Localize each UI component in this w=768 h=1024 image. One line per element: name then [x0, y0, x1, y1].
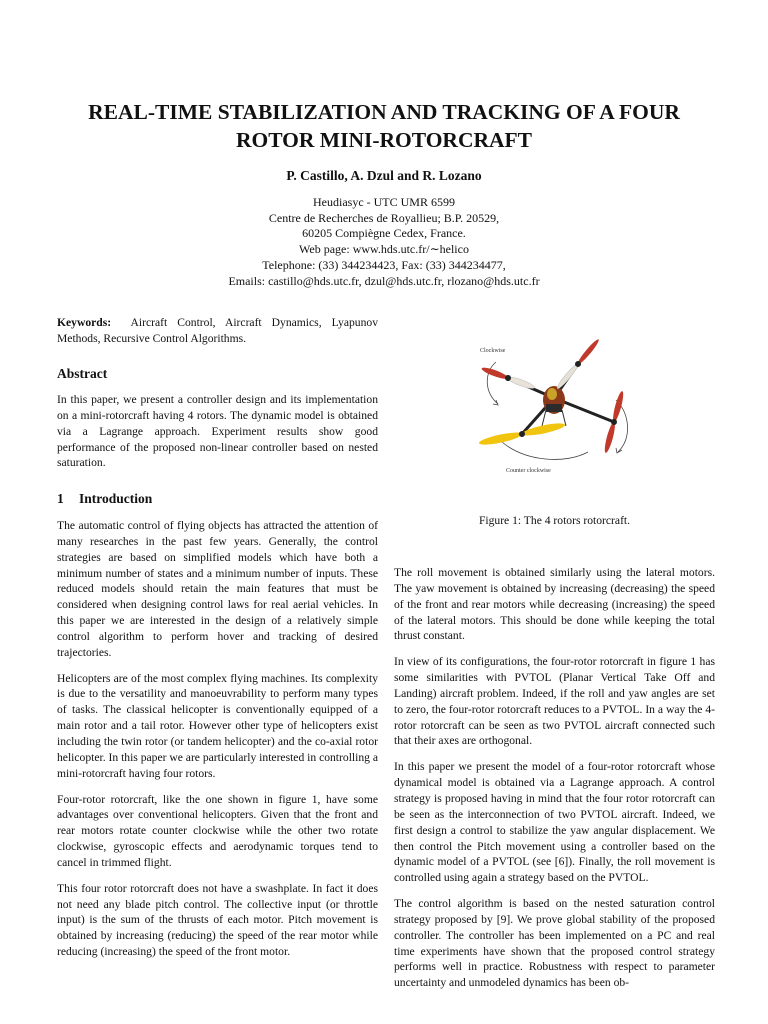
section-number: 1: [57, 491, 64, 506]
paper-title: [40, 98, 728, 154]
paragraph: Four-rotor rotorcraft, like the one shown in figure 1, have some advantages over conventional helicopters. Given that the front and rear motors rotate counter clockwise while the other two rotate clockwise, gyroscopic effects and aerodynamic torques tend to cancel in trimmed flight.: [57, 792, 378, 869]
rotor-left: [478, 421, 566, 447]
abstract-heading: Abstract: [57, 366, 108, 381]
rotation-arrow-left: [487, 362, 498, 404]
paragraph: Helicopters are of the most complex flying machines. Its complexity is due to the versatility and manoeuvrability to perform many types of tasks. The classical helicopter is conventionally equipped of a main rotor and a tail rotor. However other type of helicopters exist including the twin rotor (or tandem helicopter) and the co-axial rotor helicopter. In this paper we are particularly interested in controlling a mini-rotorcraft having four rotors.: [57, 671, 378, 780]
author-list: P. Castillo, A. Dzul and R. Lozano: [286, 168, 482, 183]
paragraph: The control algorithm is based on the nested saturation control strategy proposed by [9]. We prove global stability of the proposed controller. The controller has been implemented on a PC and real time experiments have shown that the proposed control strategy performs well in practice. Robustness with respect to parameter uncertainty and unmodeled dynamics has been ob-: [394, 897, 715, 990]
paragraph: This four rotor rotorcraft does not have a swashplate. In fact it does not need any blade pitch control. The collective input (or throttle input) is the sum of the thrusts of each motor. Pitch movement is obtained by increasing (reducing) the speed of the rear motor while reducing (increasing) the speed of the front motor.: [57, 881, 378, 959]
affiliation-line: Centre de Recherches de Royallieu; B.P. 20529,: [268, 210, 500, 225]
rotation-arrow-bottom: [502, 442, 588, 459]
emails-line: Emails: castillo@hds.utc.fr, dzul@hds.utc.fr, rlozano@hds.utc.fr: [228, 273, 540, 288]
introduction-body: [57, 518, 378, 970]
rotation-arrow-left-head: [493, 400, 498, 405]
rotor-front: [481, 366, 536, 391]
affiliation-block: [40, 195, 728, 289]
rotor-right: [555, 338, 601, 391]
rotor-rear: [603, 390, 625, 453]
paragraph: The roll movement is obtained similarly using the lateral motors. The yaw movement is obtained by increasing (decreasing) the speed of the front and rear motors while decreasing (increasing) the speed of the lateral motors. This should be done while keeping the total thrust constant.: [394, 566, 715, 643]
figure-caption: Figure 1: The 4 rotors rotorcraft.: [478, 514, 631, 527]
affiliation-line: 60205 Compiègne Cedex, France.: [302, 226, 466, 241]
figure-label-clockwise: Clockwise: [480, 348, 506, 354]
abstract-text: In this paper, we present a controller design and its implementation on a mini-rotorcraft having 4 rotors. The dynamic model is obtained via a Lagrange approach. Experiment results show good performance of the proposed non-linear controller based on nested saturation.: [57, 393, 378, 470]
title-line-2: ROTOR MINI-ROTORCRAFT: [235, 128, 533, 152]
keywords-text: Aircraft Control, Aircraft Dynamics, Lyapunov Methods, Recursive Control Algorithms.: [57, 316, 378, 345]
right-column-body: [394, 565, 715, 1001]
abstract-body: [57, 392, 378, 481]
title-line-1: REAL-TIME STABILIZATION AND TRACKING OF A FOUR: [88, 100, 680, 124]
figure-label-counter-clockwise: Counter clockwise: [506, 468, 551, 474]
affiliation-line: Heudiasyc - UTC UMR 6599: [313, 195, 455, 209]
phone-fax-line: Telephone: (33) 344234423, Fax: (33) 344234477,: [262, 257, 506, 272]
landing-leg: [562, 410, 566, 426]
section-title: Introduction: [79, 491, 153, 506]
rotorcraft-figure: [466, 330, 644, 480]
section-heading-introduction: [57, 491, 152, 507]
paragraph: In view of its configurations, the four-rotor rotorcraft in figure 1 has some similarities with PVTOL (Planar Vertical Take Off and Landing) aircraft problem. Indeed, if the roll and yaw angles are set to zero, the four-rotor rotorcraft reduces to a PVTOL. In a way the 4-rotor rotorcraft can be seen as two PVTOL aircraft connected such that their axes are orthogonal.: [394, 655, 715, 748]
keywords-label: Keywords:: [57, 316, 112, 329]
rotorcraft-body-highlight: [547, 388, 557, 400]
rotorcraft-electronics: [546, 404, 562, 412]
paragraph: In this paper we present the model of a four-rotor rotorcraft whose dynamical model is obtained via a Lagrange approach. A control strategy is proposed having in mind that the four rotor rotorcraft can be seen as the interconnection of two PVTOL aircraft. Indeed, we first design a control to stabilize the yaw angular displacement. We then control the Pitch movement using a controller based on the dynamic model of a PVTOL (see [6]). Finally, the roll movement is controlled using again a strategy based on the PVTOL.: [394, 760, 715, 885]
paragraph: The automatic control of flying objects has attracted the attention of many researches in the past few years. Generally, the control strategies are based on simplified models which have both a minimum number of states and a minimum number of inputs. These reduced models should retain the main features that must be considered when designing control laws for real aerial vehicles. In this paper we are interested in the design of a relatively simple control algorithm to perform hover and tracking of desired trajectories.: [57, 519, 378, 659]
keywords: [57, 315, 378, 347]
web-page-line: Web page: www.hds.utc.fr/∼helico: [299, 242, 469, 257]
